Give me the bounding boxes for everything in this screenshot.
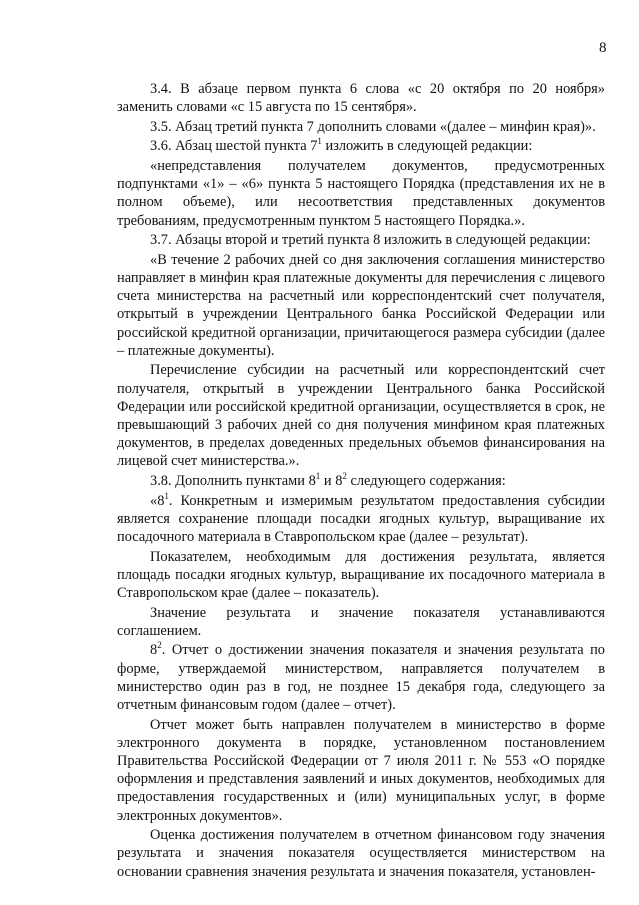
paragraph bbox=[117, 231, 605, 249]
paragraph bbox=[117, 716, 605, 825]
paragraph bbox=[117, 251, 605, 360]
paragraph-text: 3.4. В абзаце первом пункта 6 слова «с 20 октября по 20 ноября» заменить словами «с 15 августа по 15 сентября». bbox=[117, 81, 605, 116]
paragraph bbox=[117, 604, 605, 640]
paragraph-text: 3.5. Абзац третий пункта 7 дополнить словами «(далее – минфин края)». bbox=[150, 118, 596, 135]
paragraph-text: 8 bbox=[150, 642, 158, 659]
paragraph-text: следующего содержания: bbox=[346, 473, 506, 489]
paragraph-text: «8 bbox=[150, 492, 165, 509]
superscript: 2 bbox=[342, 471, 347, 481]
paragraph-text: 3.7. Абзацы второй и третий пункта 8 изложить в следующей редакции: bbox=[150, 232, 591, 249]
paragraph bbox=[117, 118, 605, 136]
paragraph bbox=[117, 472, 605, 490]
paragraph bbox=[117, 548, 605, 603]
paragraph-text: Перечисление субсидии на расчетный или корреспондентский счет получателя, открытый в учреждении Центрального банка Российской Федерации или российской кредитной организации, осуществляется в срок, не превышающий 3 рабочих дней со дня получения минфином края платежных документов, в пределах доведенных предельных объемов финансирования на лицевой счет министерства.». bbox=[117, 362, 605, 470]
superscript: 1 bbox=[317, 136, 322, 147]
paragraph-text: «В течение 2 рабочих дней со дня заключения соглашения министерство направляет в минфин края платежные документы для перечисления с лицевого счета министерства на расчетный или корреспондентский счет получателя, открытый в учреждении Центрального банка Российской Федерации или российской кредитной организации, причитающегося размера субсидии (далее – платежные документы). bbox=[117, 251, 605, 359]
paragraph-text: 3.6. Абзац шестой пункта 7 bbox=[150, 138, 318, 155]
paragraph-text: «непредставления получателем документов, предусмотренных подпунктами «1» – «6» пункта 5 настоящего Порядка (представления их не в полном объеме), или несоответствия представленных документов требованиям, предусмотренным пунктом 5 настоящего Порядка.». bbox=[117, 157, 605, 229]
page-number: 8 bbox=[599, 40, 607, 56]
superscript: 2 bbox=[157, 640, 162, 651]
paragraph-text: Показателем, необходимым для достижения результата, является площадь посадки ягодных культур, выращивание их посадочного материала в Ставропольском крае (далее – показатель). bbox=[117, 548, 605, 601]
paragraph-text: и 8 bbox=[320, 473, 343, 489]
paragraph-text: 3.8. Дополнить пунктами 8 bbox=[150, 473, 316, 489]
paragraph-text: изложить в следующей редакции: bbox=[321, 138, 533, 155]
paragraph bbox=[117, 826, 605, 881]
paragraph bbox=[117, 641, 605, 714]
paragraph-text: Оценка достижения получателем в отчетном финансовом году значения результата и значения показателя осуществляется министерством на основании сравнения значения результата и значения показателя, установлен- bbox=[117, 827, 605, 880]
paragraph bbox=[117, 80, 605, 116]
paragraph-text: . Отчет о достижении значения показателя и значения результата по форме, утверждаемой министерством, направляется получателем в министерство один раз в год, не позднее 15 декабря года, следующего за отчетным финансовым годом (далее – отчет). bbox=[117, 642, 605, 713]
superscript: 1 bbox=[164, 490, 169, 501]
paragraph-text: Значение результата и значение показателя устанавливаются соглашением. bbox=[117, 604, 605, 639]
superscript: 1 bbox=[315, 471, 321, 481]
document-body bbox=[117, 80, 605, 882]
paragraph bbox=[117, 361, 605, 470]
paragraph bbox=[117, 157, 605, 230]
paragraph bbox=[117, 492, 605, 547]
paragraph bbox=[117, 137, 605, 155]
paragraph-text: . Конкретным и измеримым результатом предоставления субсидии является сохранение площади посадки ягодных культур, выращивание их посадочного материала в Ставропольском крае (далее – результат). bbox=[117, 492, 605, 545]
paragraph-text: Отчет может быть направлен получателем в министерство в форме электронного документа в порядке, установленном постановлением Правительства Российской Федерации от 7 июля 2011 г. № 553 «О порядке оформления и представления заявлений и иных документов, необходимых для предоставления государственных и (или) муниципальных услуг, в форме электронных документов». bbox=[117, 716, 605, 824]
